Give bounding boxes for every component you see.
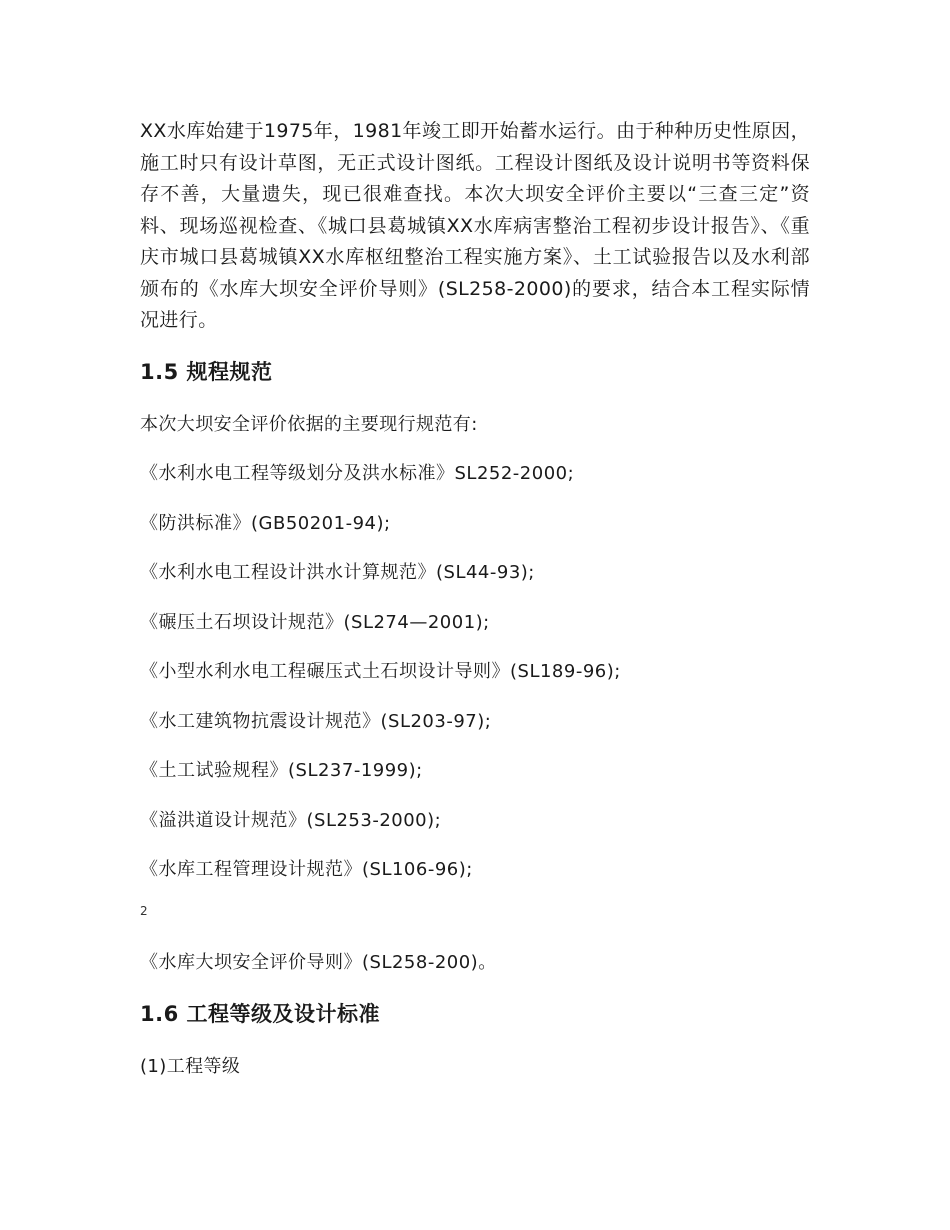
standard-item: 《溢洪道设计规范》(SL253-2000); bbox=[140, 810, 442, 831]
section-heading-1-6: 1.6 工程等级及设计标准 bbox=[140, 1002, 381, 1026]
standard-item: 《碾压土石坝设计规范》(SL274—2001); bbox=[140, 612, 490, 633]
page-number: 2 bbox=[140, 904, 148, 918]
standard-item: 《防洪标准》(GB50201-94); bbox=[140, 513, 391, 534]
standard-item-last: 《水库大坝安全评价导则》(SL258-200)。 bbox=[140, 952, 497, 973]
document-page bbox=[140, 116, 810, 1077]
section-heading-1-5: 1.5 规程规范 bbox=[140, 360, 273, 384]
standard-item: 《水库工程管理设计规范》(SL106-96); bbox=[140, 859, 473, 880]
intro-paragraph: XX水库始建于1975年，1981年竣工即开始蓄水运行。由于种种历史性原因，施工时只有设计草图，无正式设计图纸。工程设计图纸及设计说明书等资料保存不善，大量遗失，现已很难查找。本次大坝安全评价主要以“三查三定”资料、现场巡视检查、《城口县葛城镇XX水库病害整治工程初步设计报告》、《重庆市城口县葛城镇XX水库枢纽整治工程实施方案》、土工试验报告以及水利部颁布的《水库大坝安全评价导则》(SL258-2000)的要求，结合本工程实际情况进行。 bbox=[140, 120, 810, 331]
standard-item: 《土工试验规程》(SL237-1999); bbox=[140, 760, 423, 781]
standard-item: 《水利水电工程设计洪水计算规范》(SL44-93); bbox=[140, 562, 535, 583]
standard-item: 《小型水利水电工程碾压式土石坝设计导则》(SL189-96); bbox=[140, 661, 621, 682]
standards-lead: 本次大坝安全评价依据的主要现行规范有: bbox=[140, 414, 478, 435]
standard-item: 《水工建筑物抗震设计规范》(SL203-97); bbox=[140, 711, 492, 732]
engineering-grade-item: (1)工程等级 bbox=[140, 1056, 241, 1077]
standard-item: 《水利水电工程等级划分及洪水标准》SL252-2000; bbox=[140, 463, 575, 484]
